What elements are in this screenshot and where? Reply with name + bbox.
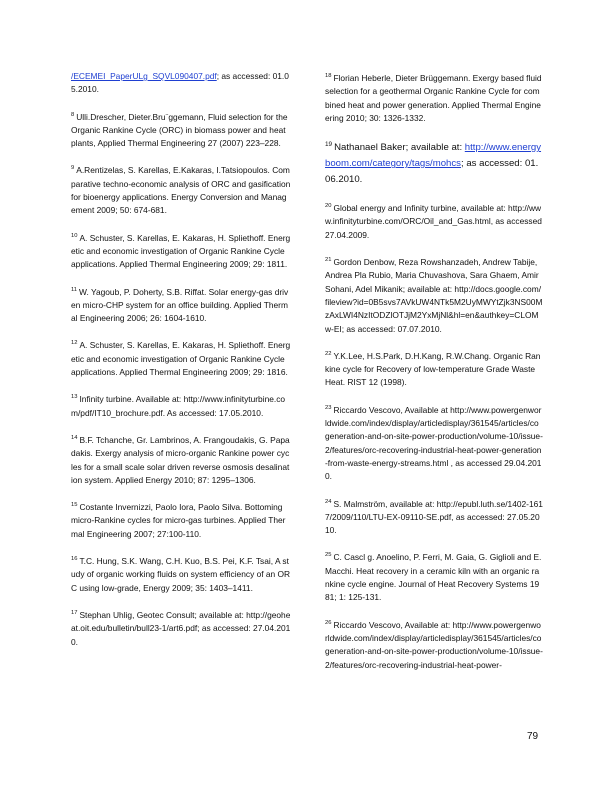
reference-text: Riccardo Vescovo, Available at: http://www.powergenworldwide.com/index/display/articledisplay/361545/articles/cogeneration-and-on-site-power-production/volume-10/issue-2/features/orc-recovering-industrial-heat-power- bbox=[325, 619, 543, 670]
reference-text: Stephan Uhlig, Geotec Consult; available at: http://geoheat.oit.edu/bulletin/bull23-1/art6.pdf; as accessed: 27.04.2010. bbox=[71, 609, 291, 647]
reference-entry bbox=[325, 70, 543, 125]
reference-entry bbox=[325, 549, 543, 604]
reference-text: C. Cascl g. Anoelino, P. Ferri, M. Gaia, G. Giglioli and E. Macchi. Heat recovery in a ceramic kiln with an organic rankine cycle engine. Journal of Heat Recovery Systems 1981; 1: 125-131. bbox=[325, 552, 542, 603]
reference-text: ; as accessed: 01.05.2010. bbox=[71, 71, 289, 95]
reference-entry bbox=[325, 254, 543, 336]
reference-entry bbox=[71, 607, 291, 649]
reference-entry bbox=[325, 402, 543, 484]
reference-entry bbox=[71, 499, 291, 541]
reference-text: A. Schuster, S. Karellas, E. Kakaras, H. Spliethoff. Energetic and economic investigation of Organic Rankine Cycle applications. Applied Thermal Engineering 2009; 29: 1811. bbox=[71, 232, 291, 270]
reference-entry bbox=[71, 284, 291, 326]
reference-number: 14 bbox=[71, 434, 78, 441]
reference-number: 12 bbox=[71, 340, 78, 347]
reference-number: 8 bbox=[71, 111, 75, 118]
reference-text: Global energy and Infinity turbine, available at: http://www.infinityturbine.com/ORC/Oil_and_Gas.html, as accessed 27.04.2009. bbox=[325, 203, 542, 240]
reference-text: T.C. Hung, S.K. Wang, C.H. Kuo, B.S. Pei, K.F. Tsai, A study of organic working fluids on system efficiency of an ORC using low-grade, Energy 2009; 35: 1403–1411. bbox=[71, 556, 291, 593]
reference-number: 23 bbox=[325, 404, 332, 411]
reference-text: Riccardo Vescovo, Available at http://www.powergenworldwide.com/index/display/articledisplay/361545/articles/cogeneration-and-on-site-power-production/volume-10/issue-2/features/orc-recovering-industrial-heat-power-generation-from-waste-energy-streams.html , as accessed 29.04.2010. bbox=[325, 404, 543, 482]
reference-link[interactable]: http://www.energyboom.com/category/tags/mohcs bbox=[325, 142, 542, 170]
reference-text: Florian Heberle, Dieter Brüggemann. Exergy based fluid selection for a geothermal Organic Rankine Cycle for combined heat and power generation. Applied Thermal Engineering 2010; 30: 1326-1332. bbox=[325, 73, 542, 123]
reference-text: Nathanael Baker; available at: bbox=[334, 142, 465, 154]
reference-text: B.F. Tchanche, Gr. Lambrinos, A. Frangoudakis, G. Papadakis. Exergy analysis of micro-organic Rankine power cycles for a small scale solar driven reverse osmosis desalination system. Applied Energy 2010; 87: 1295–1306. bbox=[71, 434, 290, 485]
reference-entry bbox=[71, 162, 291, 217]
reference-text: Infinity turbine. Available at: http://www.infinityturbine.com/pdf/IT10_brochure.pdf. As accessed: 17.05.2010. bbox=[71, 394, 286, 418]
reference-text: S. Malmström, available at: http://epubl.luth.se/1402-1617/2009/110/LTU-EX-09110-SE.pdf, as accessed: 27.05.2010. bbox=[325, 498, 543, 536]
page-number: 79 bbox=[527, 731, 539, 742]
reference-text: A.Rentizelas, S. Karellas, E.Kakaras, I.Tatsiopoulos. Comparative techno-economic analysis of ORC and gasification for bioenergy applications. Energy Conversion and Management 2009; 50: 674-681. bbox=[71, 165, 291, 216]
reference-number: 17 bbox=[71, 609, 78, 616]
references-right-column bbox=[325, 70, 543, 684]
reference-entry bbox=[71, 230, 291, 272]
reference-entry bbox=[71, 337, 291, 379]
reference-number: 18 bbox=[325, 73, 332, 79]
reference-entry bbox=[71, 70, 291, 97]
reference-entry bbox=[325, 137, 543, 188]
reference-text: Ulli.Drescher, Dieter.Bru¨ggemann, Fluid selection for the Organic Rankine Cycle (ORC) in biomass power and heat plants, Applied Thermal Engineering 27 (2007) 223–228. bbox=[71, 111, 288, 149]
reference-text: A. Schuster, S. Karellas, E. Kakaras, H. Spliethoff. Energetic and economic investigation of Organic Rankine Cycle applications. Applied Thermal Engineering 2009; 29: 1816. bbox=[71, 340, 291, 378]
reference-number: 25 bbox=[325, 552, 332, 559]
reference-number: 10 bbox=[71, 232, 78, 239]
reference-entry bbox=[325, 348, 543, 390]
reference-number: 24 bbox=[325, 498, 332, 505]
reference-number: 20 bbox=[325, 203, 332, 210]
reference-text: Y.K.Lee, H.S.Park, D.H.Kang, R.W.Chang. Organic Rankine cycle for Recovery of low-temperature Grade Waste Heat. RIST 12 (1998). bbox=[325, 350, 541, 388]
reference-number: 13 bbox=[71, 394, 78, 401]
reference-link[interactable]: /ECEMEI_PaperULg_SQVL090407.pdf bbox=[71, 71, 217, 81]
reference-entry bbox=[71, 553, 291, 595]
reference-number: 21 bbox=[325, 257, 332, 264]
reference-text: W. Yagoub, P. Doherty, S.B. Riffat. Solar energy-gas driven micro-CHP system for an office building. Applied Thermal Engineering 2006; 26: 1604-1610. bbox=[71, 286, 289, 324]
reference-number: 16 bbox=[71, 556, 78, 563]
reference-number: 9 bbox=[71, 165, 75, 172]
reference-entry bbox=[71, 109, 291, 151]
reference-entry bbox=[71, 432, 291, 487]
reference-entry bbox=[71, 391, 291, 420]
reference-number: 22 bbox=[325, 350, 332, 357]
reference-number: 15 bbox=[71, 502, 78, 509]
reference-number: 19 bbox=[325, 141, 333, 149]
reference-entry bbox=[325, 617, 543, 672]
reference-number: 26 bbox=[325, 619, 332, 626]
reference-entry bbox=[325, 200, 543, 242]
reference-text: Costante Invernizzi, Paolo Iora, Paolo Silva. Bottoming micro-Rankine cycles for micro-gas turbines. Applied Thermal Engineering 2007; 27:100-110. bbox=[71, 502, 286, 539]
reference-number: 11 bbox=[71, 286, 78, 293]
reference-entry bbox=[325, 496, 543, 538]
references-left-column bbox=[71, 70, 291, 661]
reference-text: Gordon Denbow, Reza Rowshanzadeh, Andrew Tabije, Andrea Pla Rubio, Maria Chuvashova, Sara Ghaem, Amir Sohani, Adel Mikanik; available at: http://docs.google.com/fileview?id=0B5svs7AVkUW4NTk5M2UyMWYtZjk3NS00MzAxLWI4NzItODZlOTJjM2YxMjNl&hl=en&authkey=CLOMw-EI; as accessed: 07.07.2010. bbox=[325, 257, 543, 334]
reference-text: ; as accessed: 01.06.2010. bbox=[325, 158, 539, 186]
